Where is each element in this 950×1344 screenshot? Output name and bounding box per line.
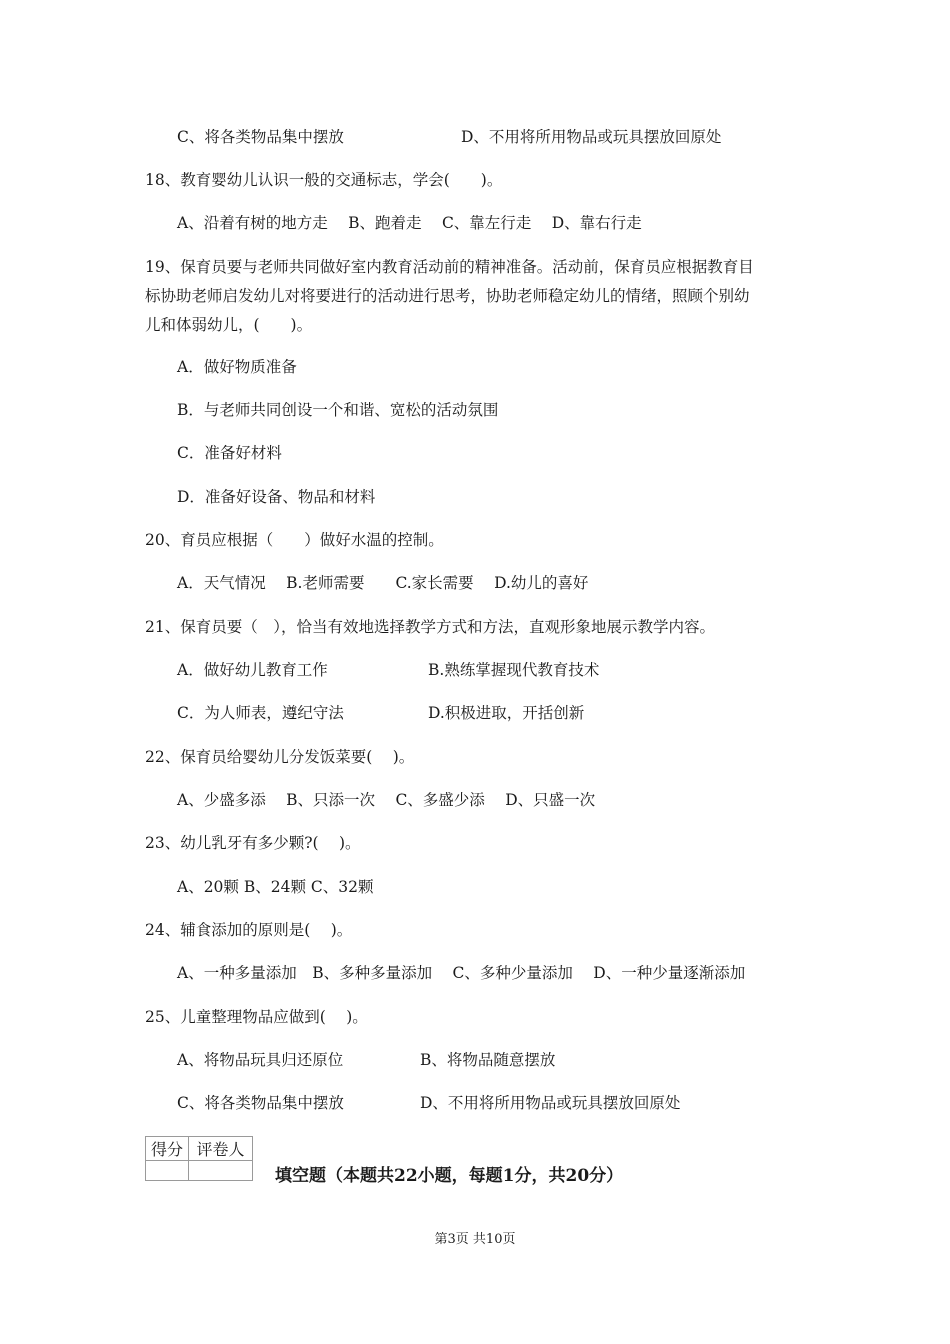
score-cell: [146, 1161, 189, 1181]
question-18-options: A、沿着有树的地方走 B、跑着走 C、靠左行走 D、靠右行走: [177, 214, 642, 232]
question-24-options: A、一种多量添加 B、多种多量添加 C、多种少量添加 D、一种少量逐渐添加: [177, 964, 746, 982]
question-19-option-b: B．与老师共同创设一个和谐、宽松的活动氛围: [177, 401, 499, 419]
question-22-options: A、少盛多添 B、只添一次 C、多盛少添 D、只盛一次: [177, 791, 596, 809]
question-19-option-d: D．准备好设备、物品和材料: [177, 488, 376, 506]
grader-label: 评卷人: [189, 1137, 253, 1161]
question-21-option-a: A．做好幼儿教育工作: [177, 661, 328, 679]
option-d: D、不用将所用物品或玩具摆放回原处: [461, 128, 722, 146]
grader-cell: [189, 1161, 253, 1181]
section-title: 填空题（本题共22小题，每题1分，共20分）: [275, 1166, 624, 1186]
question-19-line-3: 儿和体弱幼儿，( )。: [145, 316, 313, 334]
question-19-option-c: C．准备好材料: [177, 444, 282, 462]
question-24: 24、辅食添加的原则是( )。: [145, 921, 353, 939]
option-c: C、将各类物品集中摆放: [177, 128, 344, 146]
score-label: 得分: [146, 1137, 189, 1161]
question-22: 22、保育员给婴幼儿分发饭菜要( )。: [145, 748, 415, 766]
question-21-option-c: C．为人师表，遵纪守法: [177, 704, 344, 722]
question-19-option-a: A．做好物质准备: [177, 358, 297, 376]
question-18: 18、教育婴幼儿认识一般的交通标志，学会( )。: [145, 171, 503, 189]
question-19-line-1: 19、保育员要与老师共同做好室内教育活动前的精神准备。活动前，保育员应根据教育目: [145, 258, 754, 276]
question-19-line-2: 标协助老师启发幼儿对将要进行的活动进行思考，协助老师稳定幼儿的情绪，照顾个别幼: [145, 287, 750, 305]
question-21: 21、保育员要（ ），恰当有效地选择教学方式和方法，直观形象地展示教学内容。: [145, 618, 715, 636]
question-25-option-d: D、不用将所用物品或玩具摆放回原处: [420, 1094, 681, 1112]
page-footer: 第3页 共10页: [434, 1232, 516, 1247]
question-20: 20、育员应根据（ ）做好水温的控制。: [145, 531, 444, 549]
question-20-options: A．天气情况 B.老师需要 C.家长需要 D.幼儿的喜好: [177, 574, 589, 592]
score-table: [145, 1136, 253, 1181]
question-21-option-d: D.积极进取，开括创新: [428, 704, 585, 722]
question-23: 23、幼儿乳牙有多少颗?( )。: [145, 834, 361, 852]
question-25: 25、儿童整理物品应做到( )。: [145, 1008, 368, 1026]
question-23-options: A、20颗 B、24颗 C、32颗: [177, 878, 374, 896]
question-21-option-b: B.熟练掌握现代教育技术: [428, 661, 600, 679]
question-25-option-b: B、将物品随意摆放: [420, 1051, 556, 1069]
question-25-option-a: A、将物品玩具归还原位: [177, 1051, 344, 1069]
question-25-option-c: C、将各类物品集中摆放: [177, 1094, 344, 1112]
